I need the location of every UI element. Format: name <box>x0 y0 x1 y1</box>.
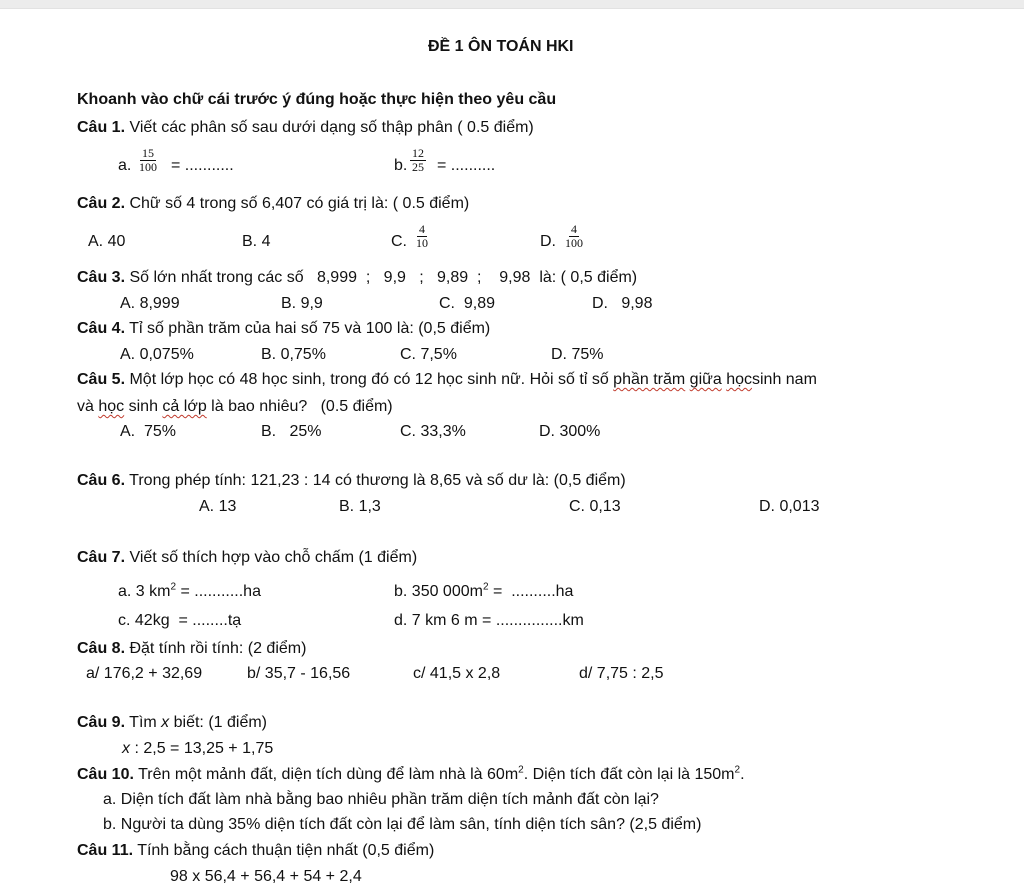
q5-text-1: Một lớp học có 48 học sinh, trong đó có 12 học sinh nữ. Hỏi số tỉ số <box>129 371 609 388</box>
q8-text: Đặt tính rồi tính: (2 điểm) <box>129 640 307 657</box>
q11-text: Tính bằng cách thuận tiện nhất (0,5 điểm) <box>137 842 435 859</box>
q5-text-2b: sinh <box>128 398 158 415</box>
q2-c-numerator: 4 <box>419 222 425 236</box>
q4-label: Câu 4. <box>77 320 126 337</box>
q2-d-denominator: 100 <box>565 236 583 250</box>
q6-option-b[interactable]: B. 1,3 <box>339 498 381 515</box>
question-7 <box>77 548 417 568</box>
q2-option-d[interactable]: D. <box>540 233 556 250</box>
q7-b-sup: 2 <box>482 581 489 593</box>
q5-text-1b: sinh nam <box>751 371 817 388</box>
q5-option-c[interactable]: C. 33,3% <box>400 423 466 440</box>
q8-item-d: d/ 7,75 : 2,5 <box>579 665 664 682</box>
q7-a-text: a. 3 km <box>118 583 171 600</box>
question-2 <box>77 194 469 214</box>
q4-text: Tỉ số phần trăm của hai số 75 và 100 là: (0,5 điểm) <box>129 320 491 337</box>
question-3 <box>77 268 637 288</box>
q5-word-hoc: học <box>726 371 752 388</box>
q1-a-denominator: 100 <box>139 160 157 174</box>
question-6 <box>77 471 626 491</box>
q5-option-d[interactable]: D. 300% <box>539 423 601 440</box>
q6-option-a[interactable]: A. 13 <box>199 498 237 515</box>
q1-text: Viết các phân số sau dưới dạng số thập phân ( 0.5 điểm) <box>129 119 534 136</box>
instruction: Khoanh vào chữ cái trước ý đúng hoặc thực hiện theo yêu cầu <box>77 91 557 108</box>
question-5-line-2 <box>77 397 393 417</box>
q7-a-blank: = ...........ha <box>180 583 261 600</box>
q6-option-c[interactable]: C. 0,13 <box>569 498 621 515</box>
q5-option-a[interactable]: A. 75% <box>120 423 177 440</box>
q10-text-3: . <box>740 766 745 783</box>
q8-item-a: a/ 176,2 + 32,69 <box>86 665 203 682</box>
q9-label: Câu 9. <box>77 714 126 731</box>
q7-item-b <box>394 582 573 602</box>
q9-expr-variable: x <box>122 740 130 757</box>
q7-b-blank: = ..........ha <box>488 583 574 600</box>
q2-d-fraction <box>563 223 585 250</box>
q1-label: Câu 1. <box>77 119 126 136</box>
q1-b-denominator: 25 <box>412 160 424 174</box>
q7-a-sup: 2 <box>170 581 177 593</box>
q7-item-d: d. 7 km 6 m = ...............km <box>394 612 584 629</box>
q5-option-b[interactable]: B. 25% <box>261 423 322 440</box>
q3-label: Câu 3. <box>77 269 126 286</box>
q4-option-a[interactable]: A. 0,075% <box>120 346 194 363</box>
q5-text-2a: và <box>77 398 94 415</box>
q8-item-b: b/ 35,7 - 16,56 <box>247 665 351 682</box>
q5-label: Câu 5. <box>77 371 126 388</box>
q2-d-numerator: 4 <box>571 222 577 236</box>
q10-sup-1: 2 <box>518 764 524 776</box>
q1-b-blank: = .......... <box>437 157 496 174</box>
q11-expression: 98 x 56,4 + 56,4 + 54 + 2,4 <box>170 868 362 885</box>
q7-item-c: c. 42kg = ........tạ <box>118 612 242 629</box>
q4-option-c[interactable]: C. 7,5% <box>400 346 457 363</box>
q5-word-hoc-2: học <box>98 398 125 415</box>
q6-label: Câu 6. <box>77 472 126 489</box>
q10-item-a: a. Diện tích đất làm nhà bằng bao nhiêu phần trăm diện tích mảnh đất còn lại? <box>103 791 659 808</box>
question-1 <box>77 118 534 138</box>
q1-a-blank: = ........... <box>171 157 234 174</box>
q10-text-2: . Diện tích đất còn lại là 150m <box>523 766 735 783</box>
q2-option-b[interactable]: B. 4 <box>242 233 271 250</box>
question-9 <box>77 713 267 733</box>
question-8 <box>77 639 306 659</box>
q3-option-d[interactable]: D. 9,98 <box>592 295 653 312</box>
q10-label: Câu 10. <box>77 766 134 783</box>
q2-c-denominator: 10 <box>416 236 428 250</box>
q6-text: Trong phép tính: 121,23 : 14 có thương là 8,65 và số dư là: (0,5 điểm) <box>129 472 626 489</box>
q10-text-1: Trên một mảnh đất, diện tích dùng để làm nhà là 60m <box>138 766 519 783</box>
q5-word-giua: giữa <box>689 371 722 388</box>
q9-expression <box>122 739 273 759</box>
q3-text: Số lớn nhất trong các số 8,999 ; 9,9 ; 9,89 ; 9,98 là: ( 0,5 điểm) <box>129 269 638 286</box>
q11-label: Câu 11. <box>77 842 134 859</box>
page-top-edge <box>0 0 1024 9</box>
q7-label: Câu 7. <box>77 549 126 566</box>
q1-b-fraction <box>410 147 426 174</box>
question-11 <box>77 841 434 861</box>
q1-b-numerator: 12 <box>412 146 424 160</box>
q4-option-b[interactable]: B. 0,75% <box>261 346 326 363</box>
q3-option-b[interactable]: B. 9,9 <box>281 295 323 312</box>
page-title: ĐỀ 1 ÔN TOÁN HKI <box>428 38 574 55</box>
q2-option-c[interactable]: C. <box>391 233 407 250</box>
q5-word-ca-lop: cả lớp <box>162 398 207 415</box>
q5-word-phan-tram: phần trăm <box>613 371 686 388</box>
q2-text: Chữ số 4 trong số 6,407 có giá trị là: ( 0.5 điểm) <box>129 195 470 212</box>
q2-label: Câu 2. <box>77 195 126 212</box>
q1-a-numerator: 15 <box>142 146 154 160</box>
q5-text-2c: là bao nhiêu? (0.5 điểm) <box>211 398 393 415</box>
q9-expr-text: : 2,5 = 13,25 + 1,75 <box>134 740 274 757</box>
q1-b-prefix: b. <box>394 157 408 174</box>
q10-item-b: b. Người ta dùng 35% diện tích đất còn lại để làm sân, tính diện tích sân? (2,5 điểm) <box>103 816 702 833</box>
q2-option-a[interactable]: A. 40 <box>88 233 126 250</box>
question-4 <box>77 319 490 339</box>
q10-sup-2: 2 <box>734 764 741 776</box>
question-5-line-1 <box>77 370 817 390</box>
q9-text-1: Tìm <box>129 714 157 731</box>
q3-option-c[interactable]: C. 9,89 <box>439 295 496 312</box>
q7-item-a <box>118 582 261 602</box>
q3-option-a[interactable]: A. 8,999 <box>120 295 180 312</box>
q9-variable: x <box>161 714 170 731</box>
q4-option-d[interactable]: D. 75% <box>551 346 604 363</box>
q7-text: Viết số thích hợp vào chỗ chấm (1 điểm) <box>129 549 418 566</box>
q1-a-prefix: a. <box>118 157 132 174</box>
q8-item-c: c/ 41,5 x 2,8 <box>413 665 501 682</box>
q7-b-text: b. 350 000m <box>394 583 483 600</box>
q2-c-fraction <box>414 223 430 250</box>
q6-option-d[interactable]: D. 0,013 <box>759 498 820 515</box>
q8-label: Câu 8. <box>77 640 126 657</box>
q1-a-fraction <box>137 147 159 174</box>
question-10 <box>77 765 745 785</box>
q9-text-2: biết: (1 điểm) <box>173 714 267 731</box>
